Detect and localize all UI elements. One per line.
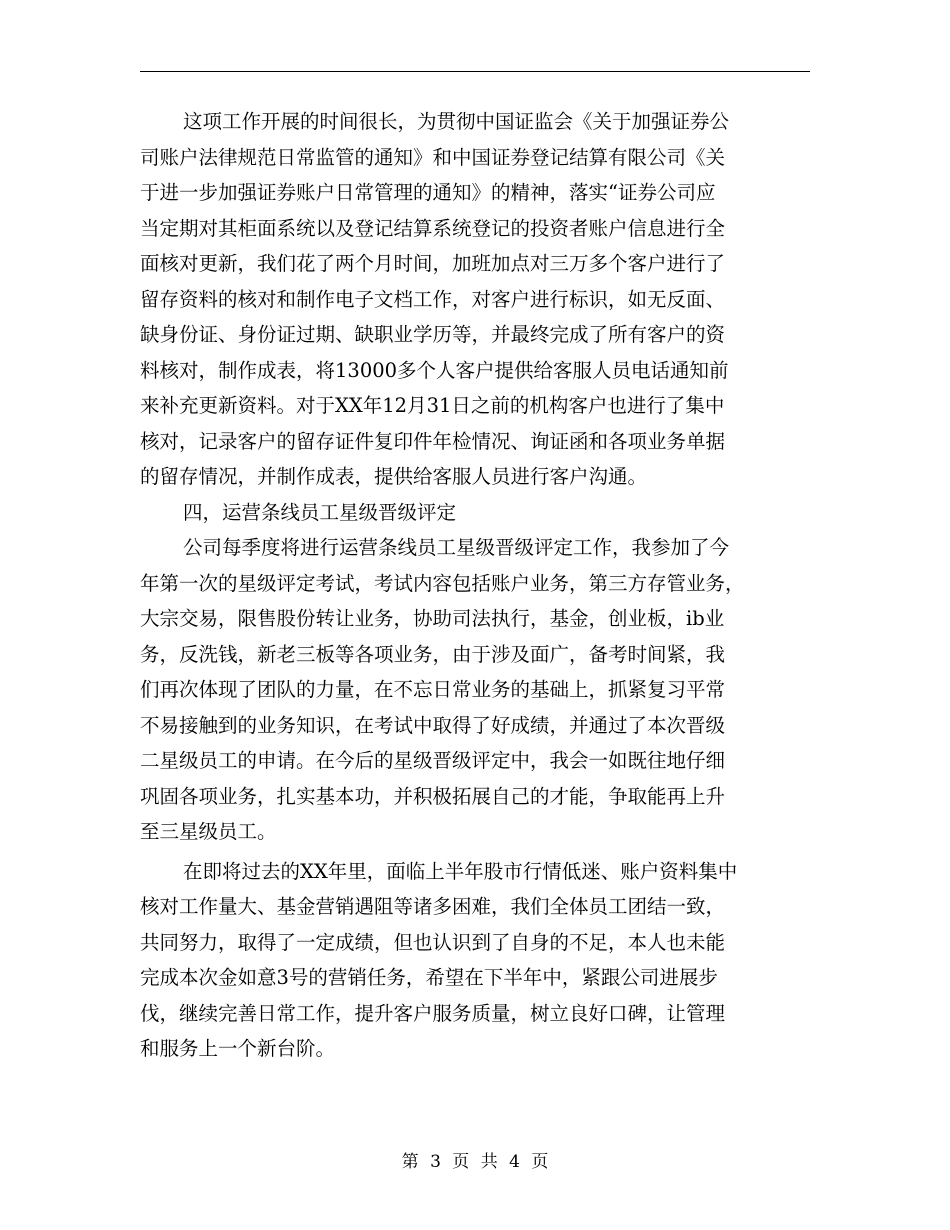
document-body xyxy=(140,104,810,1067)
text-line: 核对，记录客户的留存证件复印件年检情况、询证函和各项业务单据 xyxy=(140,429,726,453)
text-line: 面核对更新，我们花了两个月时间，加班加点对三万多个客户进行了 xyxy=(140,252,726,275)
paragraph xyxy=(140,530,810,850)
text-line: 和服务上一个新台阶。 xyxy=(140,1037,336,1060)
text-line: 二星级员工的申请。在今后的星级晋级评定中，我会一如既往地仔细 xyxy=(140,749,726,772)
text-line: 这项工作开展的时间很长，为贯彻中国证监会《关于加强证券公 xyxy=(183,110,730,133)
text-line: 司账户法律规范日常监管的通知》和中国证券登记结算有限公司《关 xyxy=(140,145,726,169)
text-line: 共同努力，取得了一定成绩，但也认识到了自身的不足，本人也未能 xyxy=(140,930,726,954)
text-line: 料核对，制作成表，将13000多个人客户提供给客服人员电话通知前 xyxy=(140,358,729,382)
text-line: 的留存情况，并制作成表，提供给客服人员进行客户沟通。 xyxy=(140,465,648,488)
header-rule xyxy=(140,71,810,72)
text-line: 缺身份证、身份证过期、缺职业学历等，并最终完成了所有客户的资 xyxy=(140,323,726,346)
text-line: 不易接触到的业务知识，在考试中取得了好成绩，并通过了本次晋级 xyxy=(140,713,726,737)
text-line: 公司每季度将进行运营条线员工星级晋级评定工作，我参加了今 xyxy=(183,536,730,559)
text-line: 当定期对其柜面系统以及登记结算系统登记的投资者账户信息进行全 xyxy=(140,216,726,240)
text-line: 完成本次金如意3号的营销任务，希望在下半年中，紧跟公司进展步 xyxy=(140,966,718,989)
paragraph xyxy=(140,854,810,1067)
text-line: 至三星级员工。 xyxy=(140,820,277,843)
paragraph xyxy=(140,104,810,495)
page-footer: 第 3 页 共 4 页 xyxy=(401,1152,549,1172)
text-line: 在即将过去的XX年里，面临上半年股市行情低迷、账户资料集中 xyxy=(183,859,738,883)
text-line: 留存资料的核对和制作电子文档工作，对客户进行标识，如无反面、 xyxy=(140,287,726,311)
section-heading xyxy=(140,495,810,531)
text-line: 伐，继续完善日常工作，提升客户服务质量，树立良好口碑，让管理 xyxy=(140,1001,726,1025)
text-line: 年第一次的星级评定考试，考试内容包括账户业务，第三方存管业务， xyxy=(140,571,745,595)
text-line: 巩固各项业务，扎实基本功，并积极拓展自己的才能，争取能再上升 xyxy=(140,784,726,808)
text-line: 于进一步加强证券账户日常管理的通知》的精神，落实“证券公司应 xyxy=(140,181,716,204)
text-line: 核对工作量大、基金营销遇阻等诸多困难，我们全体员工团结一致， xyxy=(140,895,726,918)
text-line: 们再次体现了团队的力量，在不忘日常业务的基础上，抓紧复习平常 xyxy=(140,678,726,701)
text-line: 大宗交易，限售股份转让业务，协助司法执行，基金，创业板，ib业 xyxy=(140,607,725,630)
text-line: 四，运营条线员工星级晋级评定 xyxy=(183,500,457,524)
text-line: 来补充更新资料。对于XX年12月31日之前的机构客户也进行了集中 xyxy=(140,394,725,417)
text-line: 务，反洗钱，新老三板等各项业务，由于涉及面广，备考时间紧，我 xyxy=(140,642,726,666)
